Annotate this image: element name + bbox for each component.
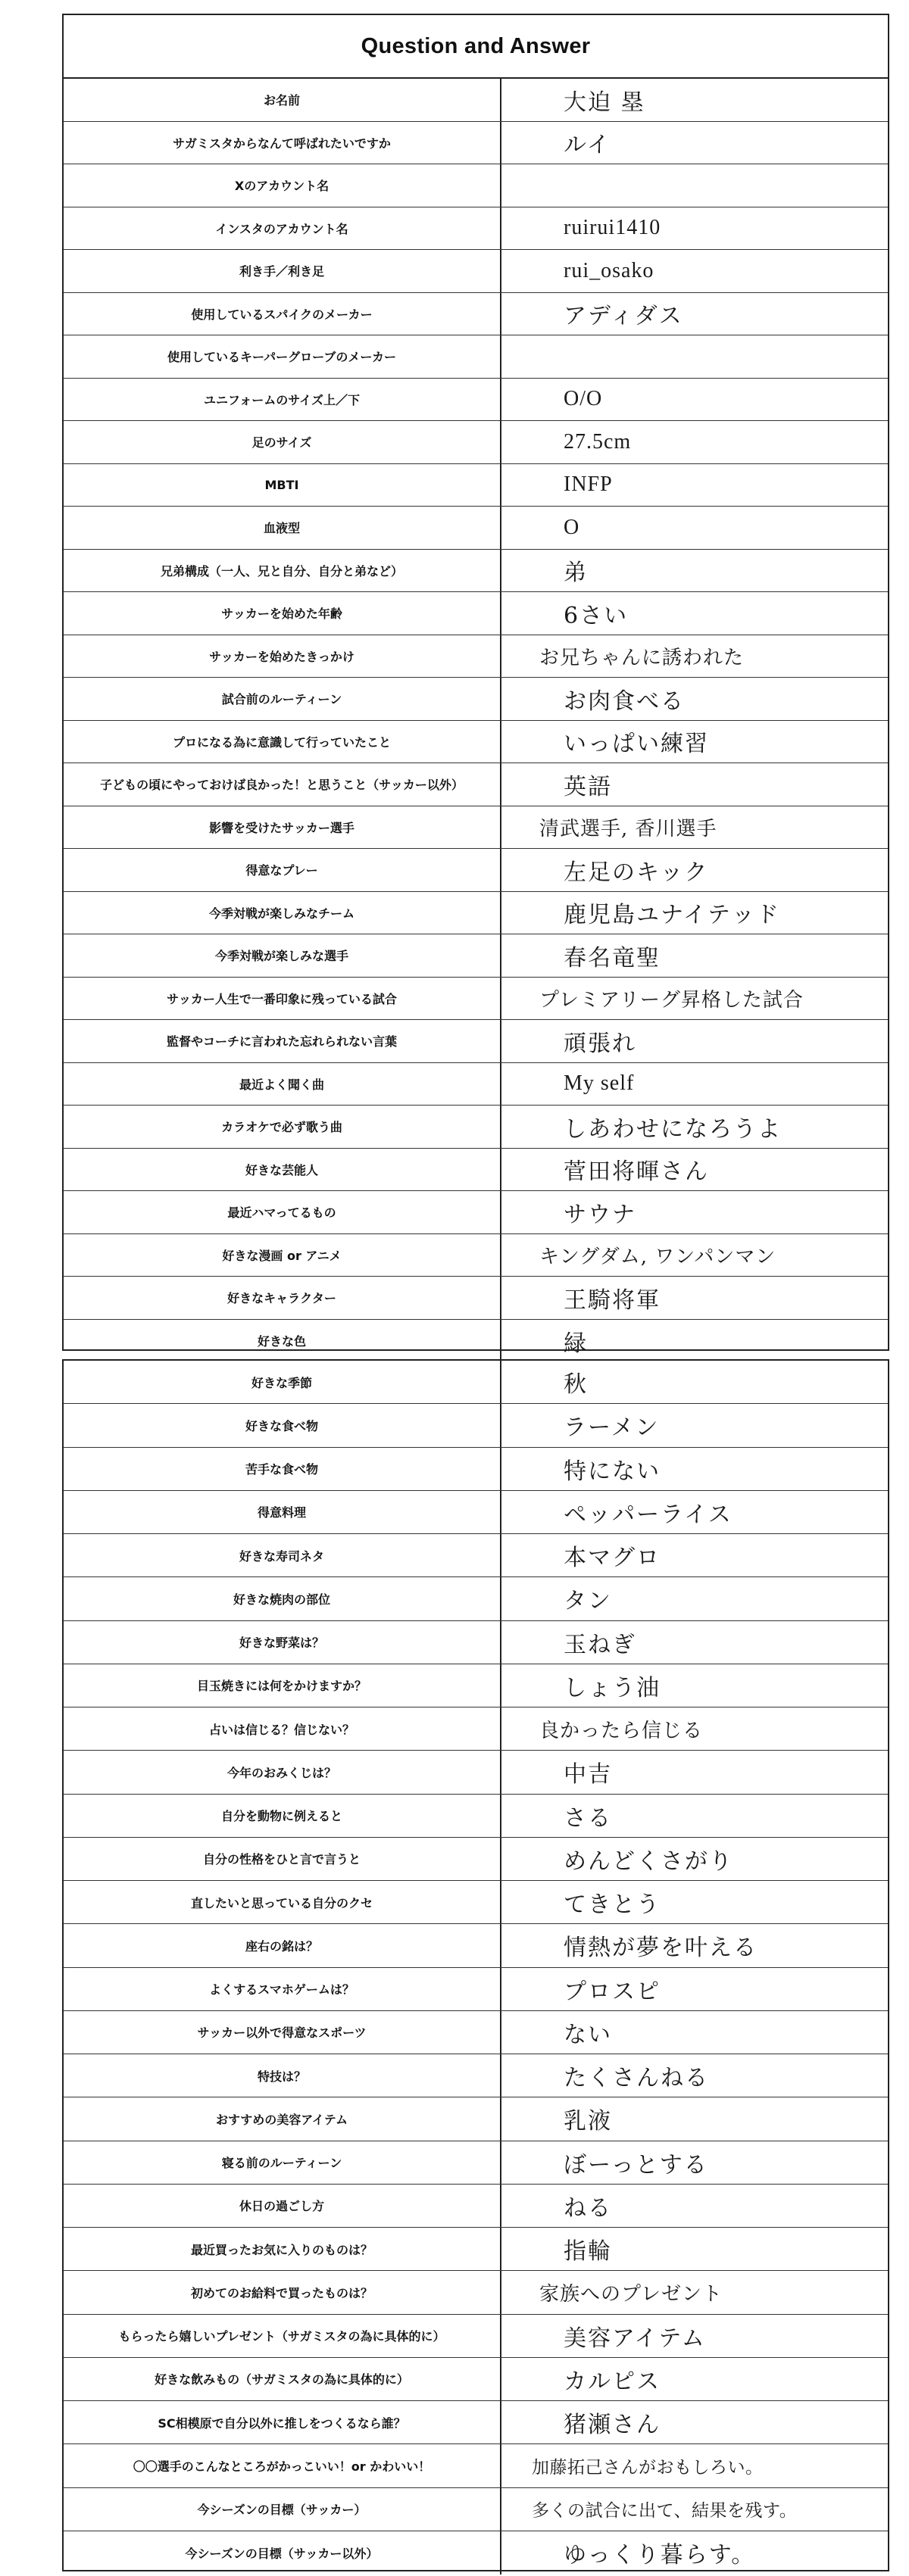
question-cell: 自分を動物に例えると xyxy=(64,1795,501,1837)
qa-row xyxy=(64,1320,888,1363)
qa-row xyxy=(64,849,888,892)
qa-row xyxy=(64,2228,888,2271)
qa-row xyxy=(64,2315,888,2358)
question-cell: お名前 xyxy=(64,79,501,121)
answer-cell: 指輪 xyxy=(564,2238,612,2266)
question-cell: 〇〇選手のこんなところがかっこいい！or かわいい！ xyxy=(64,2444,501,2487)
question-cell: 今季対戦が楽しみなチーム xyxy=(64,892,501,934)
qa-row xyxy=(64,1448,888,1491)
qa-row xyxy=(64,1063,888,1106)
questionnaire-sheet-1 xyxy=(62,14,889,1357)
question-cell: サガミスタからなんて呼ばれたいですか xyxy=(64,122,501,164)
question-cell: 目玉焼きには何をかけますか？ xyxy=(64,1664,501,1707)
question-cell: 血液型 xyxy=(64,507,501,549)
question-cell: プロになる為に意識して行っていたこと xyxy=(64,721,501,763)
question-cell: 好きなキャラクター xyxy=(64,1277,501,1319)
qa-row xyxy=(64,721,888,764)
question-cell: 最近よく聞く曲 xyxy=(64,1063,501,1106)
answer-cell: ルイ xyxy=(564,132,611,159)
question-cell: 好きな色 xyxy=(64,1320,501,1363)
question-cell: サッカー以外で得意なスポーツ xyxy=(64,2011,501,2054)
qa-row xyxy=(64,1149,888,1192)
answer-cell: 情熱が夢を叶える xyxy=(564,1935,758,1962)
qa-row xyxy=(64,1577,888,1620)
qa-row xyxy=(64,507,888,550)
question-cell: 占いは信じる？信じない？ xyxy=(64,1707,501,1750)
answer-cell xyxy=(501,335,888,378)
answer-cell: 左足のキック xyxy=(564,859,709,886)
question-cell: 自分の性格をひと言で言うと xyxy=(64,1838,501,1880)
answer-cell: 鹿児島ユナイテッド xyxy=(564,902,780,929)
answer-cell: ねる xyxy=(564,2194,612,2222)
answer-cell: プレミアリーグ昇格した試合 xyxy=(539,988,804,1012)
answer-cell: ペッパーライス xyxy=(564,1501,733,1528)
qa-row xyxy=(64,1707,888,1751)
question-cell: 今シーズンの目標（サッカー以外） xyxy=(64,2531,501,2574)
answer-cell: 本マグロ xyxy=(564,1545,661,1572)
question-cell: インスタのアカウント名 xyxy=(64,207,501,250)
qa-row xyxy=(64,250,888,293)
qa-table-2 xyxy=(64,1361,888,2574)
question-cell: 好きな芸能人 xyxy=(64,1149,501,1191)
questionnaire-sheet-2 xyxy=(62,1359,889,2571)
qa-row xyxy=(64,79,888,122)
question-cell: おすすめの美容アイテム xyxy=(64,2097,501,2140)
question-cell: 使用しているスパイクのメーカー xyxy=(64,293,501,335)
answer-cell: 英語 xyxy=(564,773,612,800)
question-cell: 好きな寿司ネタ xyxy=(64,1534,501,1576)
qa-row xyxy=(64,2401,888,2444)
question-cell: 影響を受けたサッカー選手 xyxy=(64,806,501,849)
answer-cell: O/O xyxy=(564,387,603,411)
qa-row xyxy=(64,1664,888,1707)
question-cell: ユニフォームのサイズ上／下 xyxy=(64,379,501,421)
question-cell: サッカー人生で一番印象に残っている試合 xyxy=(64,978,501,1020)
answer-cell: 多くの試合に出て、結果を残す。 xyxy=(532,2501,798,2521)
question-cell: 今季対戦が楽しみな選手 xyxy=(64,934,501,977)
qa-row xyxy=(64,1924,888,1967)
qa-row xyxy=(64,2141,888,2185)
qa-row xyxy=(64,1491,888,1534)
qa-row xyxy=(64,550,888,593)
answer-cell: ない xyxy=(564,2021,612,2048)
qa-row xyxy=(64,293,888,336)
answer-cell: てきとう xyxy=(564,1891,661,1919)
question-cell: 最近買ったお気に入りのものは？ xyxy=(64,2228,501,2270)
answer-cell: さる xyxy=(564,1804,612,1832)
qa-row xyxy=(64,2358,888,2401)
question-cell: 得意料理 xyxy=(64,1491,501,1533)
question-cell: 座右の銘は？ xyxy=(64,1924,501,1966)
question-cell: 今年のおみくじは？ xyxy=(64,1751,501,1793)
qa-row xyxy=(64,2271,888,2314)
answer-cell: ぼーっとする xyxy=(564,2151,708,2178)
question-cell: SC相模原で自分以外に推しをつくるなら誰？ xyxy=(64,2401,501,2443)
answer-cell: 秋 xyxy=(564,1371,588,1399)
answer-cell: 美容アイテム xyxy=(564,2325,706,2352)
answer-cell: キングダム, ワンパンマン xyxy=(539,1245,776,1268)
qa-row xyxy=(64,464,888,507)
question-cell: 好きな野菜は？ xyxy=(64,1621,501,1664)
qa-row xyxy=(64,1361,888,1404)
answer-cell: 大迫 塁 xyxy=(564,89,645,116)
qa-row xyxy=(64,2531,888,2574)
qa-row xyxy=(64,892,888,935)
answer-cell xyxy=(501,164,888,207)
qa-row xyxy=(64,678,888,721)
question-cell: Xのアカウント名 xyxy=(64,164,501,207)
question-cell: 好きな季節 xyxy=(64,1361,501,1403)
qa-row xyxy=(64,806,888,850)
qa-row xyxy=(64,1277,888,1320)
answer-cell: ラーメン xyxy=(564,1414,660,1442)
qa-row xyxy=(64,1534,888,1577)
answer-cell: 清武選手, 香川選手 xyxy=(539,817,717,840)
question-cell: 初めてのお給料で買ったものは？ xyxy=(64,2271,501,2313)
qa-row xyxy=(64,1020,888,1063)
answer-cell: 良かったら信じる xyxy=(539,1719,704,1742)
question-cell: MBTI xyxy=(64,464,501,507)
qa-row xyxy=(64,978,888,1021)
answer-cell: 乳液 xyxy=(564,2108,612,2135)
qa-row xyxy=(64,421,888,464)
question-cell: 試合前のルーティーン xyxy=(64,678,501,720)
question-cell: 好きな漫画 or アニメ xyxy=(64,1234,501,1277)
answer-cell: 加藤拓己さんがおもしろい。 xyxy=(532,2457,764,2478)
qa-row xyxy=(64,1881,888,1924)
qa-row xyxy=(64,763,888,806)
qa-row xyxy=(64,2488,888,2531)
answer-cell: My self xyxy=(564,1071,635,1096)
answer-cell: 玉ねぎ xyxy=(564,1631,636,1658)
question-cell: サッカーを始めたきっかけ xyxy=(64,635,501,678)
answer-cell: プロスピ xyxy=(564,1978,661,2005)
question-cell: 最近ハマってるもの xyxy=(64,1191,501,1233)
question-cell: サッカーを始めた年齢 xyxy=(64,592,501,635)
question-cell: 利き手／利き足 xyxy=(64,250,501,292)
question-cell: もらったら嬉しいプレゼント（サガミスタの為に具体的に） xyxy=(64,2315,501,2357)
qa-row xyxy=(64,635,888,678)
qa-row xyxy=(64,1106,888,1149)
qa-row xyxy=(64,2054,888,2097)
answer-cell: サウナ xyxy=(564,1201,636,1228)
answer-cell: 家族へのプレゼント xyxy=(539,2282,723,2306)
question-cell: 苦手な食べ物 xyxy=(64,1448,501,1490)
question-cell: 直したいと思っている自分のクセ xyxy=(64,1881,501,1923)
question-cell: よくするスマホゲームは？ xyxy=(64,1968,501,2010)
question-cell: 監督やコーチに言われた忘れられない言葉 xyxy=(64,1020,501,1062)
question-cell: 得意なプレー xyxy=(64,849,501,891)
answer-cell: 王騎将軍 xyxy=(564,1286,661,1314)
answer-cell: 菅田将暉さん xyxy=(564,1159,709,1186)
qa-row xyxy=(64,379,888,422)
answer-cell: アディダス xyxy=(564,303,683,330)
question-cell: 好きな食べ物 xyxy=(64,1404,501,1446)
question-cell: カラオケで必ず歌う曲 xyxy=(64,1106,501,1148)
answer-cell: INFP xyxy=(564,472,613,497)
answer-cell: いっぱい練習 xyxy=(564,731,709,758)
qa-row xyxy=(64,122,888,165)
answer-cell: 27.5cm xyxy=(564,429,632,454)
question-cell: 好きな飲みもの（サガミスタの為に具体的に） xyxy=(64,2358,501,2400)
answer-cell: カルピス xyxy=(564,2368,661,2395)
answer-cell: 6さい xyxy=(564,602,629,629)
answer-cell: 春名竜聖 xyxy=(564,944,661,971)
answer-cell: めんどくさがり xyxy=(564,1848,733,1875)
qa-row xyxy=(64,2185,888,2228)
qa-row xyxy=(64,2444,888,2487)
answer-cell: rui_osako xyxy=(564,258,654,282)
qa-row xyxy=(64,2097,888,2141)
qa-row xyxy=(64,1968,888,2011)
answer-cell: お肉食べる xyxy=(564,688,685,715)
qa-table-1 xyxy=(64,79,888,1362)
document-title: Question and Answer xyxy=(64,15,888,79)
qa-row xyxy=(64,934,888,978)
question-cell: 子どもの頃にやっておけば良かった！と思うこと（サッカー以外） xyxy=(64,763,501,806)
question-cell: 今シーズンの目標（サッカー） xyxy=(64,2488,501,2531)
answer-cell: O xyxy=(564,515,580,539)
answer-cell: 弟 xyxy=(564,560,588,587)
qa-row xyxy=(64,1838,888,1881)
question-cell: 休日の過ごし方 xyxy=(64,2185,501,2227)
qa-row xyxy=(64,1234,888,1277)
qa-row xyxy=(64,207,888,251)
answer-cell: 猪瀬さん xyxy=(564,2412,661,2439)
question-cell: 使用しているキーパーグローブのメーカー xyxy=(64,335,501,378)
question-cell: 特技は？ xyxy=(64,2054,501,2097)
answer-cell: 頑張れ xyxy=(564,1030,636,1057)
answer-cell: 中吉 xyxy=(564,1761,612,1789)
question-cell: 好きな焼肉の部位 xyxy=(64,1577,501,1620)
question-cell: 足のサイズ xyxy=(64,421,501,463)
answer-cell: しあわせになろうよ xyxy=(564,1115,782,1143)
qa-row xyxy=(64,1751,888,1794)
answer-cell: ruirui1410 xyxy=(564,216,661,240)
answer-cell: 特にない xyxy=(564,1458,661,1485)
question-cell: 兄弟構成（一人、兄と自分、自分と弟など） xyxy=(64,550,501,592)
answer-cell: ゆっくり暮らす。 xyxy=(564,2542,756,2569)
question-cell: 寝る前のルーティーン xyxy=(64,2141,501,2184)
qa-row xyxy=(64,1795,888,1838)
answer-cell: しょう油 xyxy=(564,1674,661,1701)
qa-row xyxy=(64,1404,888,1447)
qa-row xyxy=(64,1621,888,1664)
qa-row xyxy=(64,164,888,207)
answer-cell: 緑 xyxy=(564,1330,588,1357)
answer-cell: お兄ちゃんに誘われた xyxy=(539,646,745,669)
qa-row xyxy=(64,2011,888,2054)
answer-cell: タン xyxy=(564,1588,612,1615)
qa-row xyxy=(64,335,888,379)
answer-cell: たくさんねる xyxy=(564,2065,709,2092)
qa-row xyxy=(64,592,888,635)
qa-row xyxy=(64,1191,888,1234)
